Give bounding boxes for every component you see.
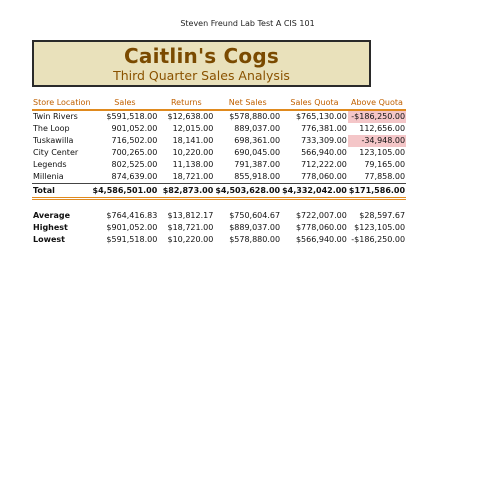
table-row: [32, 123, 406, 135]
cell-sales-quota: $566,940.00: [295, 235, 347, 244]
cell-sales: $764,416.83: [106, 211, 158, 220]
total-label: Total: [32, 184, 92, 199]
spacer-row: [32, 199, 406, 211]
company-title: Caitlin's Cogs: [124, 44, 279, 68]
cell-net-sales: $578,880.00: [229, 112, 281, 121]
row-label: Average: [33, 211, 71, 220]
cell-sales-quota: 566,940.00: [301, 148, 347, 157]
total-sales: $4,586,501.00: [92, 184, 159, 199]
cell-sales-quota: 776,381.00: [301, 124, 347, 133]
table-row: [32, 110, 406, 123]
table-row: [32, 135, 406, 147]
cell-sales-quota: $722,007.00: [295, 211, 347, 220]
table-row: [32, 171, 406, 184]
cell-returns: $18,721.00: [167, 223, 214, 232]
cell-returns: $10,220.00: [167, 235, 214, 244]
row-label: Legends: [33, 160, 67, 169]
total-returns: $82,873.00: [158, 184, 214, 199]
row-label: The Loop: [33, 124, 70, 133]
cell-returns: 18,721.00: [172, 172, 214, 181]
cell-returns: 18,141.00: [172, 136, 214, 145]
row-label: City Center: [33, 148, 79, 157]
cell-sales-quota: 712,222.00: [301, 160, 347, 169]
col-header-sales-quota: Sales Quota: [281, 97, 348, 110]
cell-returns: 10,220.00: [172, 148, 214, 157]
cell-returns: 11,138.00: [172, 160, 214, 169]
col-header-sales: Sales: [92, 97, 159, 110]
cell-net-sales: $750,604.67: [229, 211, 281, 220]
col-header-returns: Returns: [158, 97, 214, 110]
cell-above-quota: 112,656.00: [359, 124, 406, 133]
cell-net-sales: 855,918.00: [234, 172, 281, 181]
total-sales-quota: $4,332,042.00: [281, 184, 348, 199]
cell-sales-quota: $778,060.00: [295, 223, 347, 232]
cell-above-quota: $123,105.00: [354, 223, 406, 232]
summary-row: [32, 210, 406, 222]
total-above-quota: $171,586.00: [348, 184, 406, 199]
cell-net-sales: 690,045.00: [234, 148, 281, 157]
row-label: Millenia: [33, 172, 64, 181]
cell-net-sales: $889,037.00: [229, 223, 281, 232]
table-row: [32, 147, 406, 159]
cell-net-sales: 889,037.00: [234, 124, 281, 133]
cell-sales: 700,265.00: [111, 148, 158, 157]
cell-above-quota: 77,858.00: [364, 172, 406, 181]
cell-above-quota: 79,165.00: [364, 160, 406, 169]
cell-sales-quota: $765,130.00: [295, 112, 347, 121]
cell-above-quota: 123,105.00: [359, 148, 406, 157]
cell-sales-quota: 733,309.00: [301, 136, 347, 145]
cell-above-quota: -$186,250.00: [348, 110, 406, 123]
row-label: Tuskawilla: [33, 136, 74, 145]
row-label: Highest: [33, 223, 68, 232]
total-row: [32, 184, 406, 199]
cell-sales: 716,502.00: [111, 136, 158, 145]
summary-row: [32, 234, 406, 246]
col-header-above-quota: Above Quota: [348, 97, 406, 110]
cell-net-sales: $578,880.00: [229, 235, 281, 244]
cell-sales: 901,052.00: [111, 124, 158, 133]
cell-net-sales: 791,387.00: [234, 160, 281, 169]
cell-sales: 802,525.00: [111, 160, 158, 169]
col-header-location: Store Location: [32, 97, 92, 110]
column-header-row: [32, 97, 406, 110]
cell-sales: $591,518.00: [106, 235, 158, 244]
cell-net-sales: 698,361.00: [234, 136, 281, 145]
cell-above-quota: -$186,250.00: [351, 235, 406, 244]
report-subtitle: Third Quarter Sales Analysis: [113, 68, 290, 83]
cell-sales-quota: 778,060.00: [301, 172, 347, 181]
cell-above-quota: $28,597.67: [359, 211, 406, 220]
total-net-sales: $4,503,628.00: [214, 184, 281, 199]
cell-sales: $591,518.00: [106, 112, 158, 121]
title-box: [32, 40, 371, 87]
cell-above-quota: -34,948.00: [348, 135, 406, 147]
table-row: [32, 159, 406, 171]
cell-returns: $13,812.17: [167, 211, 214, 220]
cell-returns: $12,638.00: [167, 112, 214, 121]
cell-sales: $901,052.00: [106, 223, 158, 232]
row-label: Twin Rivers: [33, 112, 78, 121]
row-label: Lowest: [33, 235, 65, 244]
col-header-net-sales: Net Sales: [214, 97, 281, 110]
page-header: Steven Freund Lab Test A CIS 101: [180, 19, 315, 28]
cell-returns: 12,015.00: [172, 124, 214, 133]
sales-table: [32, 97, 406, 246]
summary-row: [32, 222, 406, 234]
cell-sales: 874,639.00: [111, 172, 158, 181]
